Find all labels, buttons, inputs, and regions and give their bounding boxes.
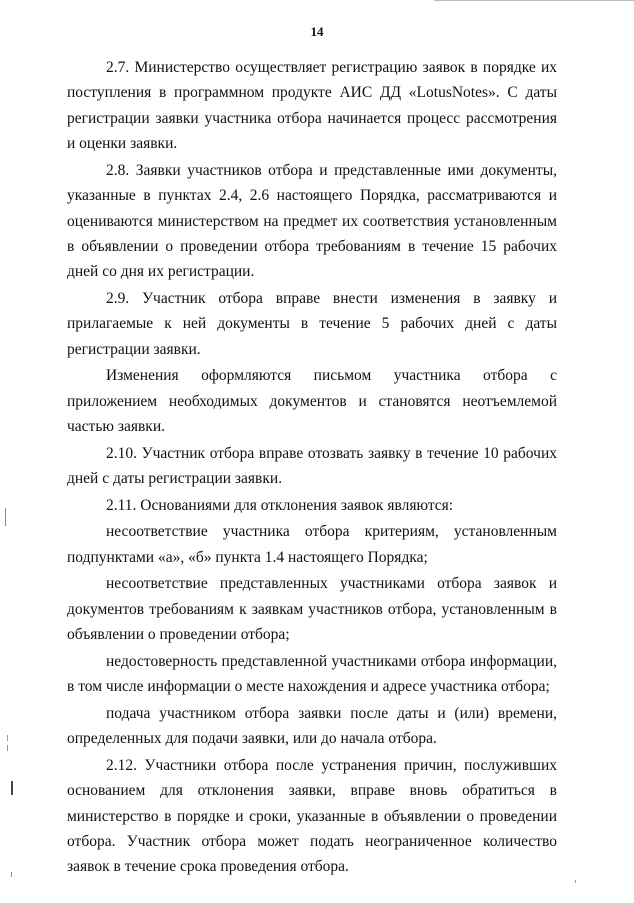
document-body	[67, 55, 557, 881]
scan-mark	[11, 781, 13, 795]
scan-mark	[5, 508, 6, 526]
page-number: 14	[310, 24, 324, 39]
scan-edge-line	[434, 0, 634, 1]
paragraph-2-9: 2.9. Участник отбора вправе внести изменения в заявку и прилагаемые к ней документы в течение 5 рабочих дней с даты регистрации заявки.	[67, 290, 557, 358]
paragraph-2-9-changes: Изменения оформляются письмом участника отбора с приложением необходимых документов и становятся неотъемлемой частью заявки.	[67, 367, 557, 436]
paragraph-2-12: 2.12. Участники отбора после устранения причин, послуживших основанием для отклонения заявки, вправе вновь обратиться в министерство в порядке и сроки, указанные в объявлении о проведении отбора. Участник отбора может подать неограниченное количество заявок в течение срока проведения отбора.	[67, 756, 557, 876]
paragraph-2-11-item-2: несоответствие представленных участниками отбора заявок и документов требованиям к заявкам участников отбора, установленным в объявлении о проведении отбора;	[67, 575, 557, 644]
scan-mark	[7, 735, 8, 741]
paragraph-2-11-item-3: недостоверность представленной участниками отбора информации, в том числе информации о месте нахождения и адресе участника отбора;	[67, 652, 557, 696]
scan-mark	[11, 872, 12, 877]
paragraph-2-11-item-1: несоответствие участника отбора критериям, установленным подпунктами «а», «б» пункта 1.4 настоящего Порядка;	[67, 523, 557, 566]
scan-mark	[7, 745, 8, 751]
paragraph-2-10: 2.10. Участник отбора вправе отозвать заявку в течение 10 рабочих дней с даты регистрации заявки.	[67, 444, 557, 488]
scan-mark	[575, 880, 576, 883]
paragraph-2-11-item-4: подача участником отбора заявки после даты и (или) времени, определенных для подачи заявки, или до начала отбора.	[67, 704, 557, 748]
paragraph-2-8: 2.8. Заявки участников отбора и представленные ими документы, указанные в пунктах 2.4, 2.6 настоящего Порядка, рассматриваются и оцениваются министерством на предмет их соответствия установленным в объявлении о проведении отбора требованиям в течение 15 рабочих дней со дня их регистрации.	[67, 161, 557, 281]
paragraph-2-7: 2.7. Министерство осуществляет регистрацию заявок в порядке их поступления в программном продукте АИС ДД «LotusNotes». С даты регистрации заявки участника отбора начинается процесс рассмотрения и оценки заявки.	[67, 59, 557, 153]
paragraph-2-11: 2.11. Основаниями для отклонения заявок являются:	[106, 496, 454, 514]
